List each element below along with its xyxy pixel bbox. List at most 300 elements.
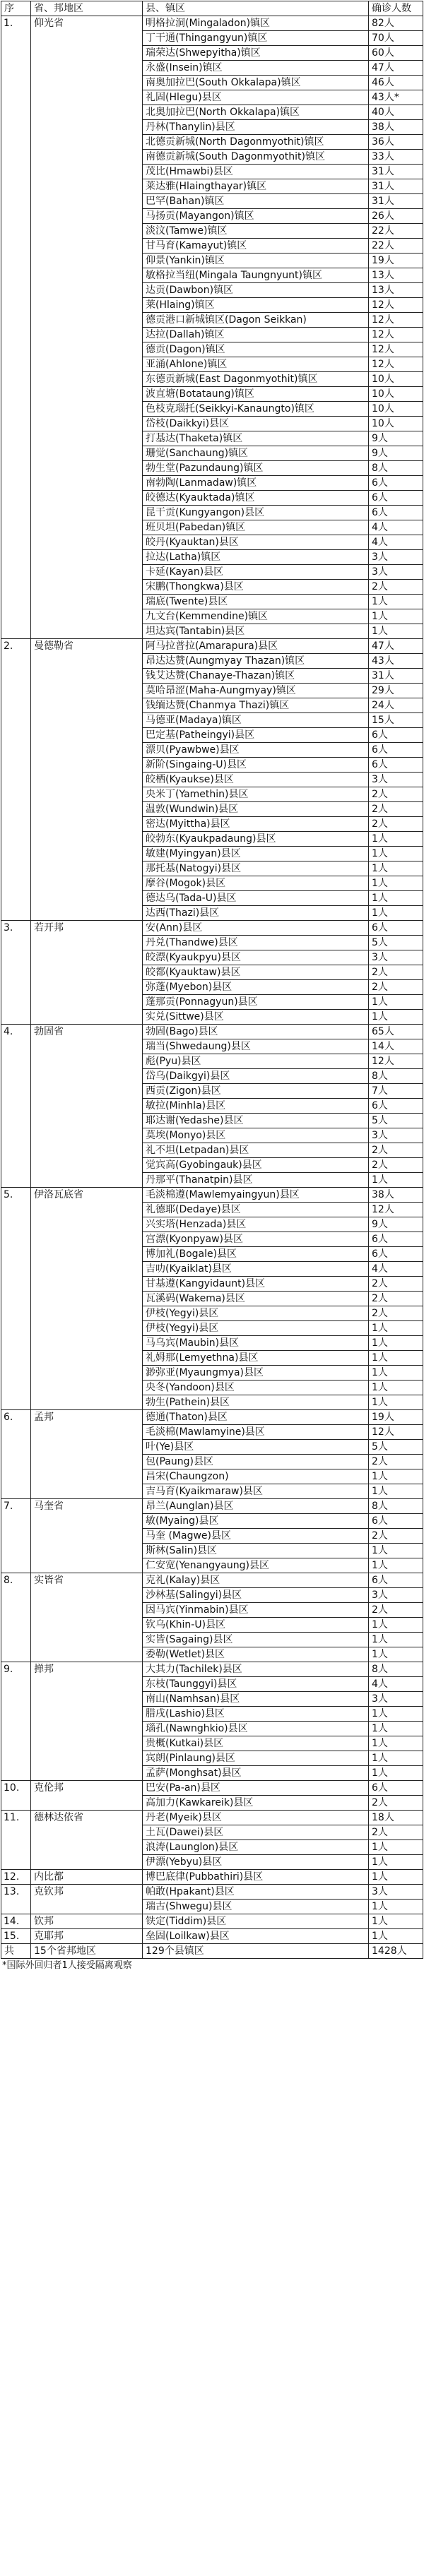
case-count: 1人 xyxy=(369,1558,423,1573)
town-name: 巴定基(Patheingyi)县区 xyxy=(143,728,369,743)
case-count: 1人 xyxy=(369,1870,423,1885)
region-index: 5. xyxy=(1,1188,31,1410)
town-name: 茂比(Hmawbi)县区 xyxy=(143,165,369,179)
town-name: 永盛(Insein)镇区 xyxy=(143,61,369,76)
case-count: 1人 xyxy=(369,876,423,891)
case-count: 47人 xyxy=(369,639,423,654)
table-row xyxy=(1,1885,423,1900)
total-count: 1428人 xyxy=(369,1944,423,1959)
case-count: 1人 xyxy=(369,995,423,1010)
town-name: 宾朗(Pinlaung)县区 xyxy=(143,1751,369,1766)
region-name: 克伦邦 xyxy=(31,1781,143,1811)
case-count: 1人 xyxy=(369,1336,423,1351)
town-name: 昂兰(Aunglan)县区 xyxy=(143,1499,369,1514)
case-count: 70人 xyxy=(369,31,423,46)
region-name: 德林达依省 xyxy=(31,1811,143,1870)
region-index: 2. xyxy=(1,639,31,921)
case-table xyxy=(1,1,423,1959)
town-name: 敏拉(Minhla)县区 xyxy=(143,1099,369,1114)
case-count: 2人 xyxy=(369,1143,423,1158)
case-count: 46人 xyxy=(369,76,423,90)
case-count: 2人 xyxy=(369,965,423,980)
case-count: 13人 xyxy=(369,268,423,283)
town-name: 克礼(Kalay)县区 xyxy=(143,1573,369,1588)
town-name: 仁安宽(Yenangyaung)县区 xyxy=(143,1558,369,1573)
region-name: 孟邦 xyxy=(31,1410,143,1499)
total-regions: 15个省邦地区 xyxy=(31,1944,143,1959)
town-name: 德贡(Dagon)镇区 xyxy=(143,342,369,357)
case-count: 1人 xyxy=(369,1484,423,1499)
region-index: 1. xyxy=(1,16,31,639)
case-count: 1人 xyxy=(369,595,423,609)
town-name: 巴安(Pa-an)县区 xyxy=(143,1781,369,1796)
case-count: 9人 xyxy=(369,431,423,446)
town-name: 仰景(Yankin)镇区 xyxy=(143,254,369,268)
case-count: 4人 xyxy=(369,535,423,550)
case-count: 5人 xyxy=(369,936,423,950)
case-count: 6人 xyxy=(369,1781,423,1796)
region-index: 12. xyxy=(1,1870,31,1885)
town-name: 高加力(Kawkareik)县区 xyxy=(143,1796,369,1811)
town-name: 德通(Thaton)县区 xyxy=(143,1410,369,1425)
case-count: 19人 xyxy=(369,254,423,268)
case-count: 38人 xyxy=(369,120,423,135)
case-count: 9人 xyxy=(369,446,423,461)
town-name: 坦达宾(Tantabin)县区 xyxy=(143,624,369,639)
town-name: 西贡(Zigon)县区 xyxy=(143,1084,369,1099)
case-count: 36人 xyxy=(369,135,423,150)
town-name: 安(Ann)县区 xyxy=(143,921,369,936)
region-name: 若开邦 xyxy=(31,921,143,1025)
town-name: 明格拉洞(Mingaladon)镇区 xyxy=(143,16,369,31)
town-name: 南奥加拉巴(South Okkalapa)镇区 xyxy=(143,76,369,90)
case-count: 3人 xyxy=(369,565,423,580)
town-name: 皎都(Kyauktaw)县区 xyxy=(143,965,369,980)
case-count: 2人 xyxy=(369,1796,423,1811)
case-count: 12人 xyxy=(369,342,423,357)
case-count: 5人 xyxy=(369,1114,423,1128)
town-name: 漂贝(Pyawbwe)县区 xyxy=(143,743,369,758)
case-count: 47人 xyxy=(369,61,423,76)
case-count: 43人 xyxy=(369,654,423,669)
table-row xyxy=(1,1914,423,1929)
town-name: 丹林(Thanylin)县区 xyxy=(143,120,369,135)
town-name: 淡汶(Tamwe)镇区 xyxy=(143,224,369,239)
town-name: 贵概(Kutkai)县区 xyxy=(143,1736,369,1751)
case-count: 1人 xyxy=(369,1929,423,1944)
case-count: 2人 xyxy=(369,980,423,995)
case-count: 1人 xyxy=(369,1173,423,1188)
case-count: 12人 xyxy=(369,298,423,313)
town-name: 宫漂(Kyonpyaw)县区 xyxy=(143,1232,369,1247)
town-name: 岱枝(Daikkyi)县区 xyxy=(143,417,369,431)
case-count: 10人 xyxy=(369,402,423,417)
town-name: 温敦(Wundwin)县区 xyxy=(143,802,369,817)
table-row xyxy=(1,1025,423,1039)
town-name: 钦乌(Khin-U)县区 xyxy=(143,1618,369,1633)
header-row xyxy=(1,1,423,16)
case-count: 8人 xyxy=(369,1662,423,1677)
case-count: 3人 xyxy=(369,1128,423,1143)
town-name: 孟萨(Monghsat)县区 xyxy=(143,1766,369,1781)
total-towns: 129个县镇区 xyxy=(143,1944,369,1959)
total-row xyxy=(1,1944,423,1959)
case-count: 15人 xyxy=(369,713,423,728)
town-name: 亚涌(Ahlone)镇区 xyxy=(143,357,369,372)
region-index: 4. xyxy=(1,1025,31,1188)
town-name: 礼固(Hlegu)县区 xyxy=(143,90,369,105)
town-name: 莱达雅(Hlaingthayar)镇区 xyxy=(143,179,369,194)
case-count: 31人 xyxy=(369,179,423,194)
table-row xyxy=(1,921,423,936)
case-count: 31人 xyxy=(369,669,423,684)
table-row xyxy=(1,1781,423,1796)
case-count: 3人 xyxy=(369,1885,423,1900)
case-count: 1人 xyxy=(369,609,423,624)
town-name: 岱乌(Daikgyi)县区 xyxy=(143,1069,369,1084)
town-name: 浪涛(Launglon)县区 xyxy=(143,1840,369,1855)
town-name: 达西(Thazi)县区 xyxy=(143,906,369,921)
town-name: 觉宾高(Gyobingauk)县区 xyxy=(143,1158,369,1173)
town-name: 博巴底律(Pubbathiri)县区 xyxy=(143,1870,369,1885)
case-count: 12人 xyxy=(369,357,423,372)
header-town: 县、镇区 xyxy=(143,1,369,16)
town-name: 吉马育(Kyaikmaraw)县区 xyxy=(143,1484,369,1499)
case-count: 31人 xyxy=(369,194,423,209)
town-name: 瓦溪码(Wakema)县区 xyxy=(143,1292,369,1306)
case-count: 2人 xyxy=(369,1455,423,1469)
header-count: 确诊人数 xyxy=(369,1,423,16)
region-index: 11. xyxy=(1,1811,31,1870)
town-name: 南勃陶(Lanmadaw)镇区 xyxy=(143,476,369,491)
case-count: 2人 xyxy=(369,1603,423,1618)
case-count: 6人 xyxy=(369,921,423,936)
case-count: 6人 xyxy=(369,758,423,773)
case-count: 1人 xyxy=(369,1010,423,1025)
town-name: 委勒(Wetlet)县区 xyxy=(143,1647,369,1662)
header-index: 序 xyxy=(1,1,31,16)
town-name: 阿马拉普拉(Amarapura)县区 xyxy=(143,639,369,654)
region-index: 15. xyxy=(1,1929,31,1944)
town-name: 伊漂(Yebyu)县区 xyxy=(143,1855,369,1870)
table-row xyxy=(1,1410,423,1425)
table-row xyxy=(1,1870,423,1885)
town-name: 弥蓬(Myebon)县区 xyxy=(143,980,369,995)
region-index: 14. xyxy=(1,1914,31,1929)
case-count: 1人 xyxy=(369,1469,423,1484)
town-name: 央米丁(Yamethin)县区 xyxy=(143,787,369,802)
case-count: 3人 xyxy=(369,1588,423,1603)
town-name: 甘马育(Kamayut)镇区 xyxy=(143,239,369,254)
case-count: 9人 xyxy=(369,1217,423,1232)
town-name: 密达(Myittha)县区 xyxy=(143,817,369,832)
case-count: 2人 xyxy=(369,1529,423,1544)
town-name: 东枝(Taunggyi)县区 xyxy=(143,1677,369,1692)
town-name: 那托基(Natogyi)县区 xyxy=(143,861,369,876)
town-name: 南山(Namhsan)县区 xyxy=(143,1692,369,1707)
case-count: 1人 xyxy=(369,1381,423,1395)
table-row xyxy=(1,639,423,654)
case-count: 6人 xyxy=(369,1232,423,1247)
town-name: 垒固(Loilkaw)县区 xyxy=(143,1929,369,1944)
case-count: 4人 xyxy=(369,520,423,535)
region-name: 仰光省 xyxy=(31,16,143,639)
town-name: 珊觉(Sanchaung)镇区 xyxy=(143,446,369,461)
case-count: 12人 xyxy=(369,1203,423,1217)
town-name: 丁干通(Thingangyun)镇区 xyxy=(143,31,369,46)
case-count: 13人 xyxy=(369,283,423,298)
case-count: 38人 xyxy=(369,1188,423,1203)
town-name: 勃生堂(Pazundaung)镇区 xyxy=(143,461,369,476)
case-count: 1人 xyxy=(369,861,423,876)
town-name: 瑙孔(Nawnghkio)县区 xyxy=(143,1722,369,1736)
town-name: 礼不坦(Letpadan)县区 xyxy=(143,1143,369,1158)
case-count: 1人 xyxy=(369,1618,423,1633)
town-name: 叶(Ye)县区 xyxy=(143,1440,369,1455)
case-count: 6人 xyxy=(369,728,423,743)
town-name: 色枝克瑙托(Seikkyi-Kanaungto)镇区 xyxy=(143,402,369,417)
case-count: 1人 xyxy=(369,1722,423,1736)
town-name: 勃生(Pathein)县区 xyxy=(143,1395,369,1410)
town-name: 莱(Hlaing)镇区 xyxy=(143,298,369,313)
town-name: 吉叻(Kyaiklat)县区 xyxy=(143,1262,369,1277)
town-name: 摩谷(Mogok)县区 xyxy=(143,876,369,891)
case-count: 6人 xyxy=(369,506,423,520)
town-name: 皎德达(Kyauktada)镇区 xyxy=(143,491,369,506)
table-row xyxy=(1,16,423,31)
town-name: 渺弥亚(Myaungmya)县区 xyxy=(143,1366,369,1381)
table-body xyxy=(1,16,423,1944)
case-count: 40人 xyxy=(369,105,423,120)
case-count: 2人 xyxy=(369,1292,423,1306)
case-count: 7人 xyxy=(369,1084,423,1099)
case-count: 8人 xyxy=(369,461,423,476)
case-count: 29人 xyxy=(369,684,423,698)
town-name: 马扬贡(Mayangon)镇区 xyxy=(143,209,369,224)
town-name: 蓬那贡(Ponnagyun)县区 xyxy=(143,995,369,1010)
case-count: 1人 xyxy=(369,1321,423,1336)
case-count: 6人 xyxy=(369,1573,423,1588)
footnote: *国际外回归者1人接受隔离观察 xyxy=(2,1960,132,1971)
town-name: 钱缅达赞(Chanmya Thazi)镇区 xyxy=(143,698,369,713)
region-name: 掸邦 xyxy=(31,1662,143,1781)
town-name: 斯林(Salin)县区 xyxy=(143,1544,369,1558)
town-name: 实皆(Sagaing)县区 xyxy=(143,1633,369,1647)
case-count: 1人 xyxy=(369,1366,423,1381)
header-region: 省、邦地区 xyxy=(31,1,143,16)
town-name: 莫埃(Monyo)县区 xyxy=(143,1128,369,1143)
region-index: 9. xyxy=(1,1662,31,1781)
town-name: 瑞荣达(Shwepyitha)镇区 xyxy=(143,46,369,61)
case-count: 10人 xyxy=(369,387,423,402)
town-name: 瑞底(Twente)县区 xyxy=(143,595,369,609)
case-count: 3人 xyxy=(369,1692,423,1707)
case-count: 1人 xyxy=(369,1544,423,1558)
case-count: 1人 xyxy=(369,1633,423,1647)
case-count: 6人 xyxy=(369,1514,423,1529)
total-label: 共 xyxy=(1,1944,31,1959)
region-index: 13. xyxy=(1,1885,31,1914)
case-count: 33人 xyxy=(369,150,423,165)
case-count: 12人 xyxy=(369,328,423,342)
case-count: 3人 xyxy=(369,550,423,565)
case-count: 43人* xyxy=(369,90,423,105)
town-name: 昂达达赞(Aungmyay Thazan)镇区 xyxy=(143,654,369,669)
region-index: 7. xyxy=(1,1499,31,1573)
town-name: 新阶(Singaing-U)县区 xyxy=(143,758,369,773)
town-name: 瑞当(Shwedaung)县区 xyxy=(143,1039,369,1054)
case-count: 1人 xyxy=(369,1647,423,1662)
case-count: 10人 xyxy=(369,417,423,431)
case-count: 12人 xyxy=(369,1054,423,1069)
town-name: 昌宋(Chaungzon) xyxy=(143,1469,369,1484)
table-row xyxy=(1,1573,423,1588)
town-name: 达贡(Dawbon)镇区 xyxy=(143,283,369,298)
town-name: 波直塘(Botataung)镇区 xyxy=(143,387,369,402)
town-name: 敏(Myaing)县区 xyxy=(143,1514,369,1529)
case-count: 2人 xyxy=(369,1158,423,1173)
case-count: 1人 xyxy=(369,1914,423,1929)
case-count: 82人 xyxy=(369,16,423,31)
town-name: 勃固(Bago)县区 xyxy=(143,1025,369,1039)
town-name: 钱艾达赞(Chanaye-Thazan)镇区 xyxy=(143,669,369,684)
case-count: 2人 xyxy=(369,1306,423,1321)
case-count: 26人 xyxy=(369,209,423,224)
region-index: 3. xyxy=(1,921,31,1025)
town-name: 大其力(Tachilek)县区 xyxy=(143,1662,369,1677)
case-count: 12人 xyxy=(369,1425,423,1440)
case-table-sheet xyxy=(1,1,423,1973)
case-count: 4人 xyxy=(369,1677,423,1692)
town-name: 毛淡棉(Mawlamyine)县区 xyxy=(143,1425,369,1440)
region-name: 实皆省 xyxy=(31,1573,143,1662)
case-count: 6人 xyxy=(369,491,423,506)
case-count: 22人 xyxy=(369,224,423,239)
case-count: 1人 xyxy=(369,1707,423,1722)
case-count: 1人 xyxy=(369,624,423,639)
case-count: 12人 xyxy=(369,313,423,328)
town-name: 巴罕(Bahan)镇区 xyxy=(143,194,369,209)
case-count: 2人 xyxy=(369,787,423,802)
case-count: 1人 xyxy=(369,1736,423,1751)
table-row xyxy=(1,1929,423,1944)
town-name: 昆干贡(Kungyangon)县区 xyxy=(143,506,369,520)
town-name: 礼德耶(Dedaye)县区 xyxy=(143,1203,369,1217)
town-name: 包(Paung)县区 xyxy=(143,1455,369,1469)
town-name: 皎栖(Kyaukse)县区 xyxy=(143,773,369,787)
case-count: 2人 xyxy=(369,802,423,817)
town-name: 敏格拉当纽(Mingala Taungnyunt)镇区 xyxy=(143,268,369,283)
case-count: 8人 xyxy=(369,1499,423,1514)
town-name: 北德贡新城(North Dagonmyothit)镇区 xyxy=(143,135,369,150)
town-name: 实兑(Sittwe)县区 xyxy=(143,1010,369,1025)
case-count: 6人 xyxy=(369,743,423,758)
region-index: 10. xyxy=(1,1781,31,1811)
case-count: 3人 xyxy=(369,950,423,965)
town-name: 伊枝(Yegyi)县区 xyxy=(143,1321,369,1336)
table-row xyxy=(1,1811,423,1825)
case-count: 1人 xyxy=(369,1766,423,1781)
case-count: 1人 xyxy=(369,847,423,861)
town-name: 铁定(Tiddim)县区 xyxy=(143,1914,369,1929)
town-name: 敏建(Myingyan)县区 xyxy=(143,847,369,861)
town-name: 马乌宾(Maubin)县区 xyxy=(143,1336,369,1351)
case-count: 31人 xyxy=(369,165,423,179)
town-name: 丹兑(Thandwe)县区 xyxy=(143,936,369,950)
region-name: 曼德勒省 xyxy=(31,639,143,921)
town-name: 兴实塔(Henzada)县区 xyxy=(143,1217,369,1232)
town-name: 沙林基(Salingyi)县区 xyxy=(143,1588,369,1603)
town-name: 毛淡棉遵(Mawlemyaingyun)县区 xyxy=(143,1188,369,1203)
case-count: 1人 xyxy=(369,906,423,921)
town-name: 德贡港口新城镇区(Dagon Seikkan) xyxy=(143,313,369,328)
case-count: 3人 xyxy=(369,773,423,787)
town-name: 瑞古(Shwegu)县区 xyxy=(143,1900,369,1914)
town-name: 打基达(Thaketa)镇区 xyxy=(143,431,369,446)
town-name: 礼姆那(Lemyethna)县区 xyxy=(143,1351,369,1366)
case-count: 6人 xyxy=(369,1247,423,1262)
case-count: 6人 xyxy=(369,476,423,491)
town-name: 丹老(Myeik)县区 xyxy=(143,1811,369,1825)
case-count: 24人 xyxy=(369,698,423,713)
case-count: 10人 xyxy=(369,372,423,387)
region-name: 钦邦 xyxy=(31,1914,143,1929)
case-count: 6人 xyxy=(369,1099,423,1114)
case-count: 1人 xyxy=(369,832,423,847)
region-name: 马奎省 xyxy=(31,1499,143,1573)
case-count: 1人 xyxy=(369,891,423,906)
region-index: 8. xyxy=(1,1573,31,1662)
town-name: 德达乌(Tada-U)县区 xyxy=(143,891,369,906)
case-count: 1人 xyxy=(369,1351,423,1366)
case-count: 60人 xyxy=(369,46,423,61)
case-count: 5人 xyxy=(369,1440,423,1455)
town-name: 皎漂(Kyaukpyu)县区 xyxy=(143,950,369,965)
region-name: 克耶邦 xyxy=(31,1929,143,1944)
town-name: 卡延(Kayan)县区 xyxy=(143,565,369,580)
case-count: 1人 xyxy=(369,1900,423,1914)
table-row xyxy=(1,1662,423,1677)
case-count: 1人 xyxy=(369,1840,423,1855)
town-name: 因马宾(Yinmabin)县区 xyxy=(143,1603,369,1618)
case-count: 8人 xyxy=(369,1069,423,1084)
town-name: 达拉(Dallah)镇区 xyxy=(143,328,369,342)
town-name: 彪(Pyu)县区 xyxy=(143,1054,369,1069)
town-name: 丹那平(Thanatpin)县区 xyxy=(143,1173,369,1188)
case-count: 2人 xyxy=(369,580,423,595)
town-name: 莫哈昂涩(Maha-Aungmyay)镇区 xyxy=(143,684,369,698)
table-row xyxy=(1,1499,423,1514)
region-name: 克钦邦 xyxy=(31,1885,143,1914)
town-name: 腊戌(Lashio)县区 xyxy=(143,1707,369,1722)
case-count: 18人 xyxy=(369,1811,423,1825)
town-name: 皎勃东(Kyaukpadaung)县区 xyxy=(143,832,369,847)
region-index: 6. xyxy=(1,1410,31,1499)
town-name: 宋鹏(Thongkwa)县区 xyxy=(143,580,369,595)
case-count: 22人 xyxy=(369,239,423,254)
town-name: 帕敢(Hpakant)县区 xyxy=(143,1885,369,1900)
region-name: 勃固省 xyxy=(31,1025,143,1188)
case-count: 2人 xyxy=(369,1277,423,1292)
region-name: 内比都 xyxy=(31,1870,143,1885)
town-name: 土瓦(Dawei)县区 xyxy=(143,1825,369,1840)
case-count: 19人 xyxy=(369,1410,423,1425)
town-name: 九文台(Kemmendine)镇区 xyxy=(143,609,369,624)
town-name: 马德亚(Madaya)镇区 xyxy=(143,713,369,728)
town-name: 耶达谢(Yedashe)县区 xyxy=(143,1114,369,1128)
case-count: 65人 xyxy=(369,1025,423,1039)
town-name: 甘基遵(Kangyidaunt)县区 xyxy=(143,1277,369,1292)
